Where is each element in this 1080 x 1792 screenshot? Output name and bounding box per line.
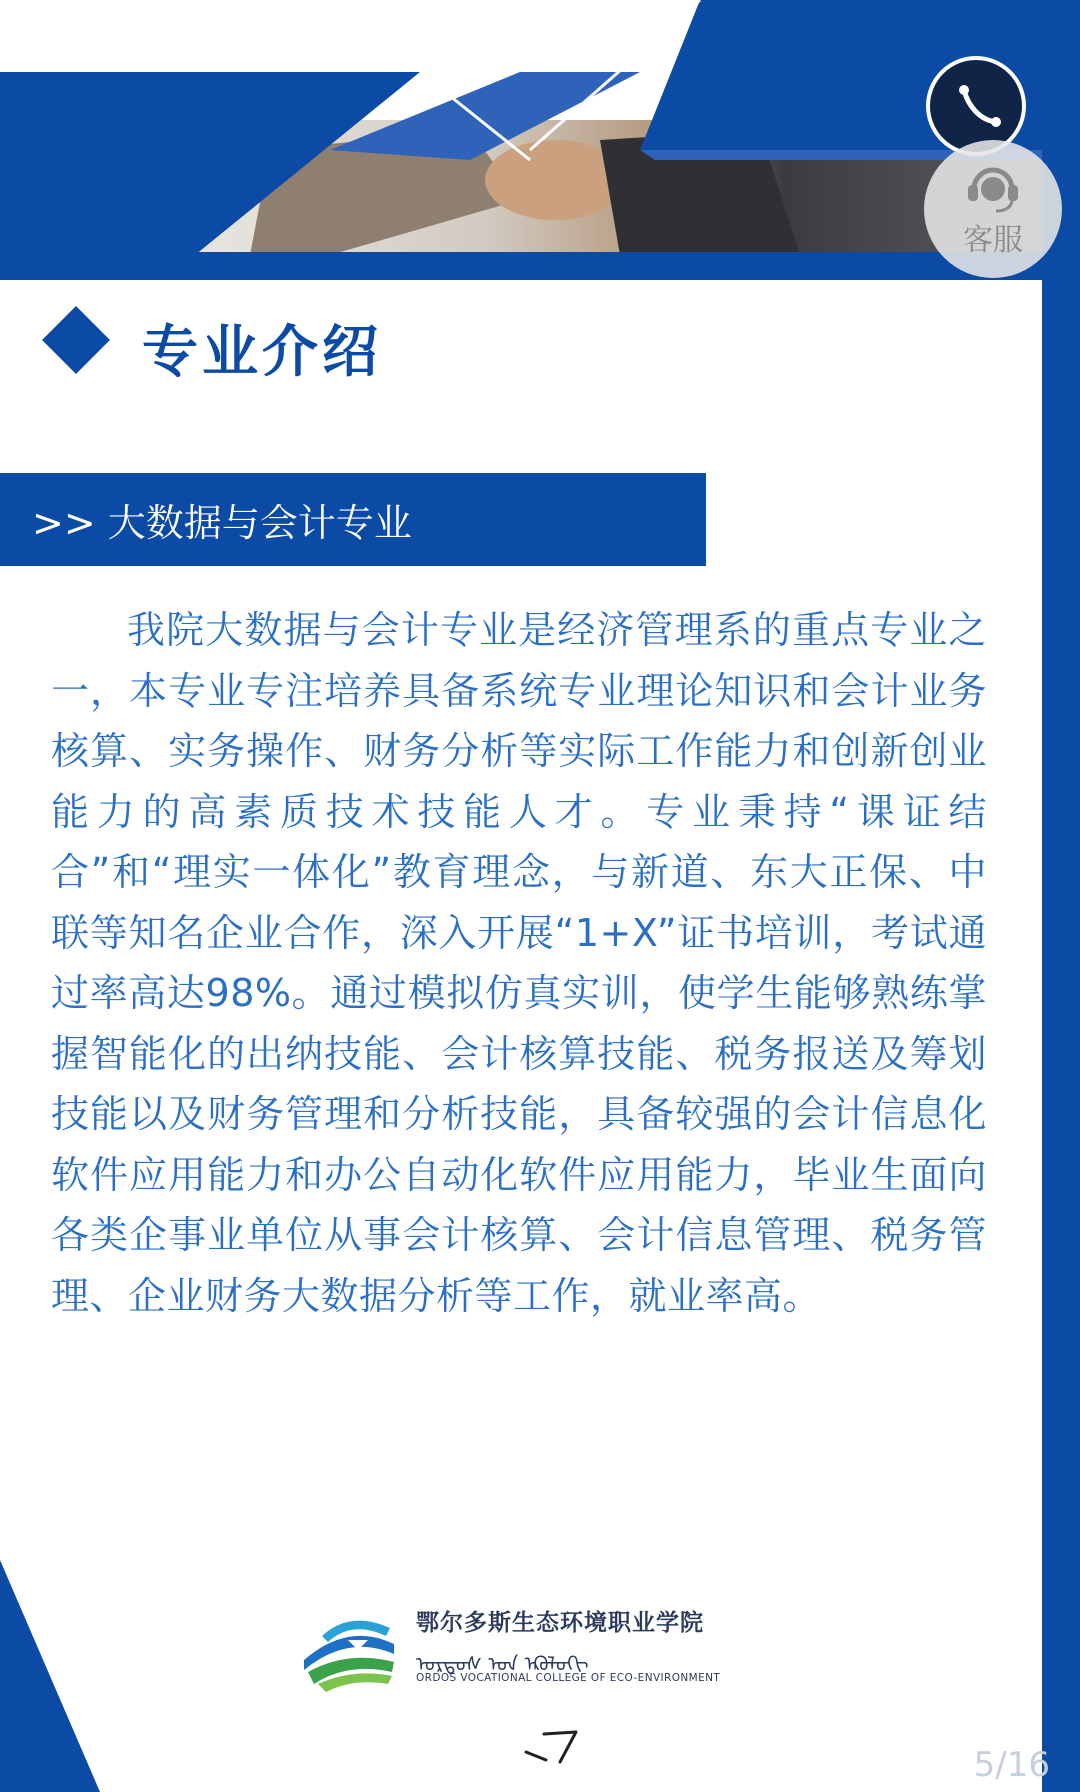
school-name-cn: 鄂尔多斯生态环境职业学院 bbox=[416, 1610, 704, 1636]
major-description: 我院大数据与会计专业是经济管理系的重点专业之一，本专业专注培养具备系统专业理论知识和会计业务核算、实务操作、财务分析等实际工作能力和创新创业能力的高素质技术技能人才。专业秉持“课证结合”和“理实一体化”教育理念，与新道、东大正保、中联等知名企业合作，深入开展“1+X”证书培训，考试通过率高达98%。通过模拟仿真实训，使学生能够熟练掌握智能化的出纳技能、会计核算技能、税务报送及筹划技能以及财务管理和分析技能，具备较强的会计信息化软件应用能力和办公自动化软件应用能力，毕业生面向各类企事业单位从事会计核算、会计信息管理、税务管理、企业财务大数据分析等工作，就业率高。 bbox=[51, 608, 987, 1318]
major-title-bar bbox=[0, 473, 706, 566]
customer-service-button[interactable] bbox=[924, 140, 1062, 278]
right-accent-stripe bbox=[1042, 0, 1080, 1792]
school-logo bbox=[298, 1600, 721, 1700]
school-name-mongolian: ᠣᠷᠳᠣᠰ ᠤᠨ ᠡᠺᠣᠯᠣᠭᠢ bbox=[416, 1652, 589, 1676]
banner-graphic bbox=[0, 0, 1042, 280]
header-banner bbox=[0, 0, 1042, 280]
bottom-accent-triangle bbox=[0, 1560, 100, 1792]
phone-handset-icon bbox=[946, 76, 1006, 136]
page-indicator: 5/16 bbox=[973, 1745, 1050, 1785]
diamond-icon bbox=[42, 306, 110, 374]
swipe-up-icon[interactable] bbox=[520, 1722, 590, 1766]
section-title: 专业介绍 bbox=[142, 320, 382, 385]
school-name-en: ORDOS VOCATIONAL COLLEGE OF ECO-ENVIRONMENT bbox=[416, 1672, 721, 1684]
customer-service-label: 客服 bbox=[963, 223, 1023, 258]
school-emblem-icon bbox=[298, 1610, 398, 1692]
headset-agent-icon bbox=[962, 159, 1024, 213]
major-title: >> 大数据与会计专业 bbox=[32, 501, 412, 545]
